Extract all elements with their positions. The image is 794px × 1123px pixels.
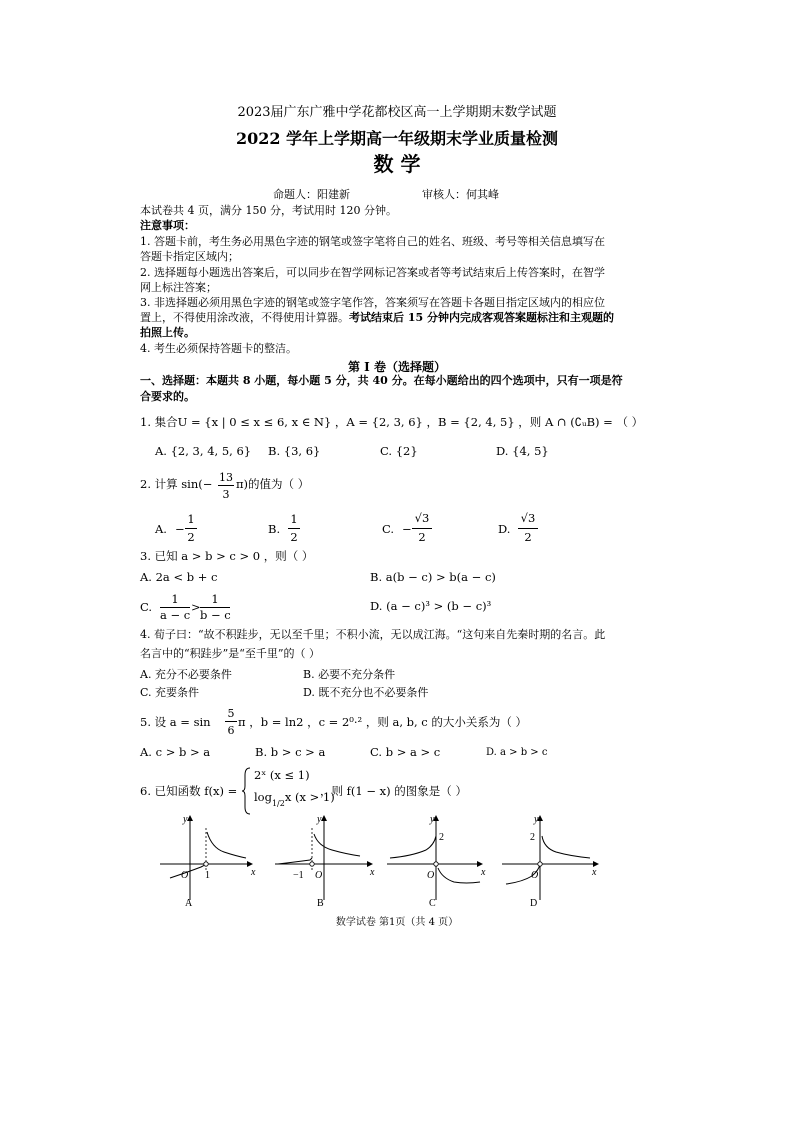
- q6-log-base: 1/2: [271, 799, 285, 808]
- part1-instruction-a: 一、选择题：本题共 8 小题，每小题 5 分，共 40 分。在每小题给出的四个选项中，只有一项是符: [140, 374, 623, 387]
- graph-a-tick: 1: [205, 870, 210, 881]
- graph-d-label: D: [530, 898, 538, 909]
- q4-stem-a: 4. 荀子曰：“故不积跬步，无以至千里；不积小流，无以成江海。“这句来自先秦时期的名言。此: [140, 628, 606, 641]
- q2-a-den: 2: [187, 530, 195, 544]
- graph-c-origin: O: [427, 870, 435, 881]
- q2-option-c: [382, 510, 472, 546]
- graph-a-y-label: y: [183, 814, 188, 825]
- graph-b-label: B: [317, 898, 324, 909]
- q5-stem-post: π ，b = ln2 ，c = 2⁰·² ，则 a, b, c 的大小关系为（ ）: [238, 715, 528, 729]
- subject-title: 数 学: [373, 152, 421, 176]
- q5-frac-den: 6: [227, 724, 235, 737]
- q2-stem-pre: 2. 计算 sin(−: [140, 477, 213, 491]
- page-footer: 数学试卷 第1页（共 4 页）: [335, 917, 459, 928]
- q6-stem-pre: 6. 已知函数 f(x) =: [140, 784, 238, 798]
- graph-c-x-label: x: [481, 867, 486, 878]
- exam-title: 2022 学年上学期高一年级期末学业质量检测: [235, 129, 559, 148]
- setter: 命题人：阳建新: [273, 188, 350, 201]
- q3-c-den1: a − c: [160, 608, 191, 622]
- graph-d-tick: 2: [530, 832, 535, 843]
- graph-d: [502, 814, 598, 909]
- piecewise-brace: [242, 767, 252, 815]
- graph-b-y-label: y: [317, 814, 322, 825]
- q1-option-b: B. {3, 6}: [268, 444, 321, 458]
- graph-b-origin: O: [315, 870, 323, 881]
- q5-option-c: C. b > a > c: [370, 745, 441, 759]
- q6-stem: [140, 765, 560, 817]
- graph-c-label: C: [429, 898, 436, 909]
- q2-option-a: [155, 512, 245, 546]
- part1-instruction-b: 合要求的。: [140, 390, 195, 403]
- graph-b-tick: −1: [293, 870, 304, 881]
- q2-frac-den: 3: [222, 488, 230, 501]
- exam-info: 本试卷共 4 页，满分 150 分，考试用时 120 分钟。: [140, 204, 397, 217]
- note-3a: 3. 非选择题必须用黑色字迹的钢笔或签字笔作答，答案须写在答题卡各题目指定区域内的相应位: [140, 296, 605, 309]
- q4-option-b: B. 必要不充分条件: [303, 668, 396, 681]
- note-3b-normal: 置上，不得使用涂改液，不得使用计算器。: [140, 311, 349, 324]
- graph-c: [387, 814, 486, 909]
- q5-option-b: B. b > c > a: [255, 745, 326, 759]
- q2-b-num: 1: [290, 512, 298, 526]
- q2-option-b: [268, 512, 358, 546]
- q2-a-label: A.: [155, 522, 167, 536]
- q3-c-gt: >: [191, 600, 201, 614]
- q2-stem-post: π)的值为（ ）: [236, 477, 310, 491]
- q2-d-label: D.: [498, 522, 511, 536]
- q5-frac-num: 5: [227, 707, 235, 720]
- q3-c-num1: 1: [171, 592, 179, 606]
- note-1a: 1. 答题卡前，考生务必用黑色字迹的钢笔或签字笔将自己的姓名、班级、考号等相关信息填写在: [140, 235, 605, 248]
- q4-option-c: C. 充要条件: [140, 686, 200, 699]
- note-3c: 拍照上传。: [140, 326, 195, 339]
- part1-heading: 第 I 卷（选择题）: [348, 360, 446, 374]
- q3-c-den2: b − c: [200, 608, 231, 622]
- note-2a: 2. 选择题每小题选出答案后，可以同步在智学网标记答案或者等考试结束后上传答案时，在智学: [140, 266, 605, 279]
- graph-a-x-label: x: [251, 867, 256, 878]
- q2-c-num: √3: [414, 511, 430, 525]
- note-3b-bold: 考试结束后 15 分钟内完成客观答案题标注和主观题的: [349, 311, 614, 324]
- q2-b-label: B.: [268, 522, 281, 536]
- q5-stem-pre: 5. 设 a = sin: [140, 715, 211, 729]
- q2-frac-num: 13: [219, 471, 233, 484]
- q2-b-den: 2: [290, 530, 298, 544]
- q5-option-d: D. a > b > c: [486, 747, 548, 758]
- q2-c-sign: −: [402, 522, 412, 536]
- q3-c-num2: 1: [211, 592, 219, 606]
- q2-d-num: √3: [520, 511, 536, 525]
- q4-stem-b: 名言中的“积跬步”是“至千里”的（ ）: [140, 647, 320, 660]
- q6-log: log: [254, 790, 272, 804]
- graph-b: [275, 814, 375, 909]
- q2-c-den: 2: [418, 530, 426, 544]
- q2-c-label: C.: [382, 522, 395, 536]
- note-4: 4. 考生必须保持答题卡的整洁。: [140, 342, 297, 355]
- q3-option-b: B. a(b − c) > b(a − c): [370, 570, 496, 584]
- q3-stem: 3. 已知 a > b > c > 0 ，则（ ）: [140, 549, 314, 563]
- q6-case-1: 2ˣ (x ≤ 1): [254, 768, 310, 782]
- graph-c-tick: 2: [439, 832, 444, 843]
- graph-d-x-label: x: [592, 867, 597, 878]
- q6-case2-tail: x (x > 1): [284, 790, 335, 804]
- q1-stem: 1. 集合U = {x | 0 ≤ x ≤ 6, x ∈ N} ，A = {2, 3, 6} ，B = {2, 4, 5} ，则 A ∩ (∁ᵤB) = （ ）: [140, 415, 644, 429]
- q1-option-d: D. {4, 5}: [496, 444, 549, 458]
- notes-heading: 注意事项：: [140, 219, 195, 232]
- top-title: 2023届广东广雅中学花都校区高一上学期期末数学试题: [237, 105, 557, 120]
- q2-a-sign: −: [175, 522, 185, 536]
- q2-option-d: [498, 510, 588, 546]
- note-1b: 答题卡指定区域内；: [140, 250, 239, 263]
- reviewer: 审核人：何其峰: [422, 188, 499, 201]
- note-3b: [140, 311, 614, 325]
- q6-graphs: [150, 812, 610, 912]
- graph-a-label: A: [185, 898, 193, 909]
- q4-option-d: D. 既不充分也不必要条件: [303, 686, 429, 699]
- graph-d-y-label: y: [534, 814, 539, 825]
- note-2b: 网上标注答案；: [140, 281, 217, 294]
- graph-d-origin: O: [531, 870, 539, 881]
- q3-c-label: C.: [140, 600, 153, 614]
- q1-option-c: C. {2}: [380, 444, 418, 458]
- graph-c-y-label: y: [430, 814, 435, 825]
- q1-option-a: A. {2, 3, 4, 5, 6}: [155, 444, 252, 458]
- graph-a: [160, 814, 256, 909]
- q3-option-c: [140, 592, 260, 624]
- q4-option-a: A. 充分不必要条件: [140, 668, 232, 681]
- q5-option-a: A. c > b > a: [140, 745, 211, 759]
- q2-d-den: 2: [524, 530, 532, 544]
- q3-option-a: A. 2a < b + c: [140, 570, 218, 584]
- graph-b-x-label: x: [370, 867, 375, 878]
- q3-option-d: D. (a − c)³ > (b − c)³: [370, 599, 492, 613]
- graph-a-origin: O: [181, 870, 189, 881]
- q6-stem-post: ，则 f(1 − x) 的图象是（ ）: [320, 784, 467, 798]
- q2-a-num: 1: [187, 512, 195, 526]
